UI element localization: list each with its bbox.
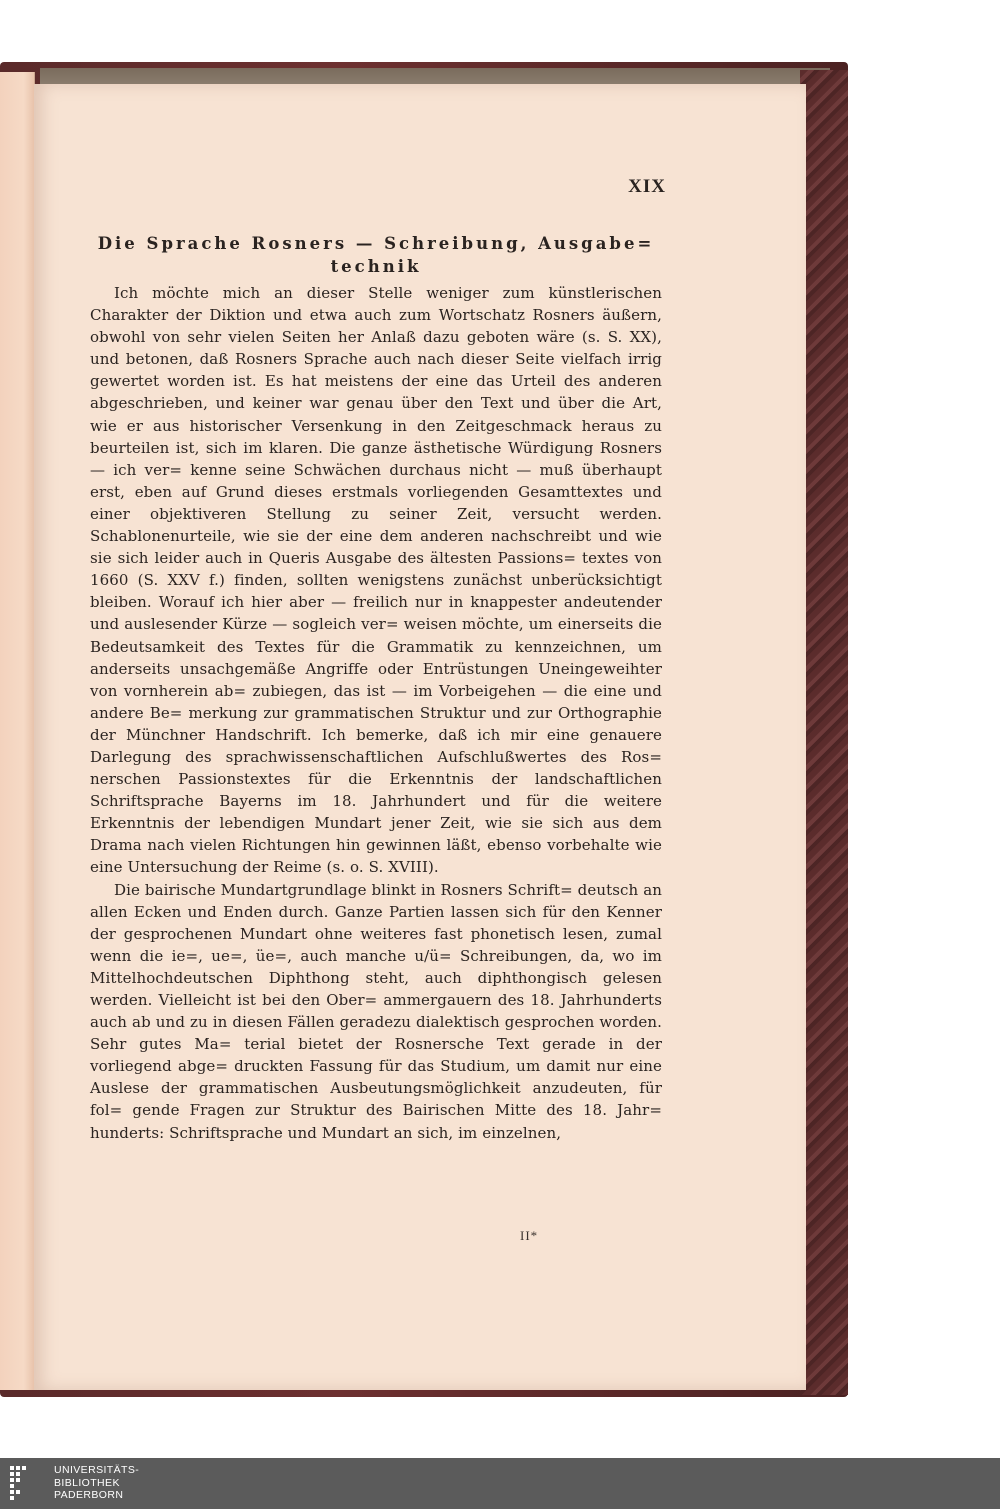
cover-spine-edge: [800, 70, 848, 1395]
paragraph: Die bairische Mundartgrundlage blinkt in Rosners Schrift= deutsch an allen Ecken und Enden durch. Ganze Partien lassen sich für den Kenner der gesprochenen Mundart ohne weiteres fast phonetisch lesen, zumal wenn die ie=, ue=, üe=, auch manche u/ü= Schreibungen, da, wo im Mittelhochdeutschen Diphthong steht, auch diphthongisch gelesen werden. Vielleicht ist bei den Ober= ammergauern des 18. Jahrhunderts auch ab und zu in diesen Fällen geradezu dialektisch gesprochen worden. Sehr gutes Ma= terial bietet der Rosnersche Text gerade in der vorliegend abge= druckten Fassung für das Studium, um damit nur eine Auslese der grammatischen Ausbeutungsmöglichkeit anzudeuten, für fol= gende Fragen zur Struktur des Bairischen Mitte des 18. Jahr= hunderts: Schriftsprache und Mundart an sich, im einzelnen,: [90, 880, 662, 1142]
signature-mark: II*: [520, 1228, 539, 1243]
library-logo-icon: [8, 1464, 48, 1504]
body-text: [90, 282, 662, 1144]
page-number: XIX: [628, 176, 666, 197]
section-heading: Die Sprache Rosners — Schreibung, Ausgabe= technik: [97, 234, 655, 276]
paragraph: Ich möchte mich an dieser Stelle weniger zum künstlerischen Charakter der Diktion und etwa auch zum Wortschatz Rosners äußern, obwohl von sehr vielen Seiten her Anlaß dazu geboten wäre (s. S. XX), und betonen, daß Rosners Sprache auch nach dieser Seite vielfach irrig gewertet worden ist. Es hat meistens der eine das Urteil des anderen abgeschrieben, und keiner war genau über den Text und über die Art, wie er aus historischer Versenkung in den Zeitgeschmack heraus zu beurteilen ist, sich im klaren. Die ganze ästhetische Würdigung Rosners — ich ver= kenne seine Schwächen durchaus nicht — muß überhaupt erst, eben auf Grund dieses erstmals vorliegenden Gesamttextes und einer objektiveren Stellung zu seiner Zeit, versucht werden. Schablonenurteile, wie sie der eine dem anderen nachschreibt und wie sie sich leider auch in Queris Ausgabe des ältesten Passions= textes von 1660 (S. XXV f.) finden, sollten wenigstens zunächst unberücksichtigt bleiben. Worauf ich hier aber — freilich nur in knappester andeutender und auslesender Kürze — sogleich ver= weisen möchte, um einerseits die Bedeutsamkeit des Textes für die Grammatik zu kennzeichnen, um anderseits unsachgemäße Angriffe oder Entrüstungen Uneingeweihter von vornherein ab= zubiegen, das ist — im Vorbeigehen — die eine und andere Be= merkung zur grammatischen Struktur und zur Orthographie der Münchner Handschrift. Ich bemerke, daß ich mir eine genauere Darlegung des sprachwissenschaftlichen Aufschlußwertes des Ros= nerschen Passionstextes für die Erkenntnis der landschaftlichen Schriftsprache Bayerns im 18. Jahrhundert und für die weitere Erkenntnis der lebendigen Mundart jener Zeit, wie sie sich aus dem Drama nach vielen Richtungen hin gewinnen läßt, ebenso vorbehalte wie eine Untersuchung der Reime (s. o. S. XVIII).: [90, 284, 662, 877]
footer-bar: [0, 1458, 1000, 1509]
left-page-edge: [0, 72, 35, 1390]
library-name: UNIVERSITÄTS- BIBLIOTHEK PADERBORN: [54, 1464, 140, 1501]
